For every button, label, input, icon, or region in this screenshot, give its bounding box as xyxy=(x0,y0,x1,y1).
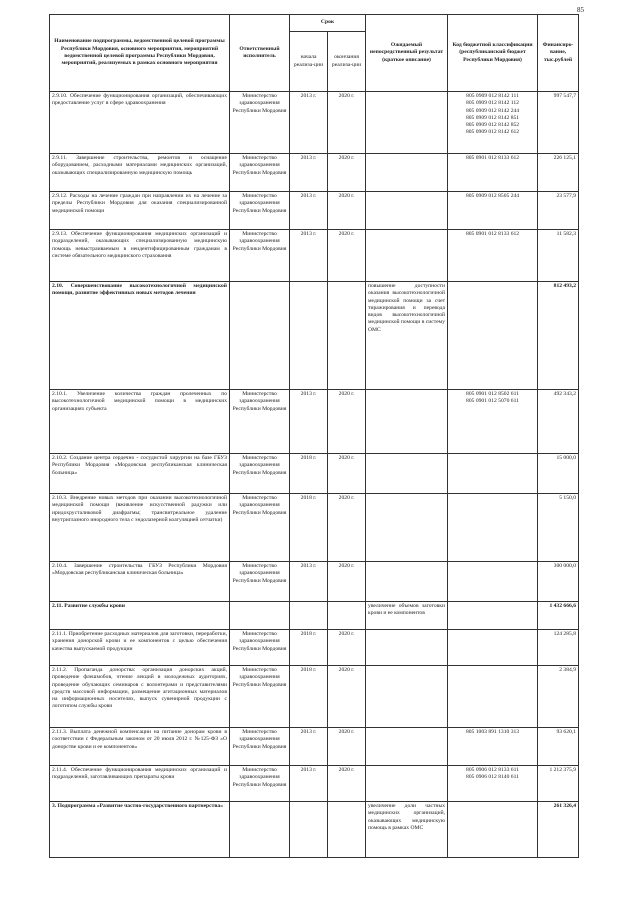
cell-result: увеличение доли частных медицинских организаций, оказывающих медицинскую помощь в рамках ОМС xyxy=(366,802,448,858)
cell-term-end: 2020 г. xyxy=(328,562,366,602)
header-result: Ожидаемый непосредственный результат (краткое описание) xyxy=(366,15,448,92)
cell-term-start: 2018 г. xyxy=(290,494,328,562)
budget-code-line: 805 0906 012 8133 611 xyxy=(466,767,519,773)
cell-term-start: 2013 г. xyxy=(290,192,328,230)
table-row xyxy=(50,230,579,282)
cell-funding: 1 212 375,9 xyxy=(538,766,579,802)
budget-code-line: 805 0909 012 8142 111 xyxy=(466,93,519,99)
cell-term-end: 2020 г. xyxy=(328,454,366,494)
cell-budget-code xyxy=(448,630,538,666)
table-row xyxy=(50,454,579,494)
table-row xyxy=(50,192,579,230)
cell-term-start: 2013 г. xyxy=(290,390,328,454)
cell-result xyxy=(366,192,448,230)
budget-code-line: 805 0909 012 8142 612 xyxy=(465,129,520,136)
cell-budget-code xyxy=(448,602,538,630)
cell-result: увеличение объемов заготовки крови и ее компонентов xyxy=(366,602,448,630)
cell-budget-code xyxy=(448,666,538,728)
cell-name: 2.11. Развитие службы крови xyxy=(50,602,230,630)
budget-code-line: 805 0909 012 8505 244 xyxy=(465,193,520,199)
cell-term-start: 2013 г. xyxy=(290,766,328,802)
cell-term-end: 2020 г. xyxy=(328,630,366,666)
cell-name: 2.9.10. Обеспечение функционирования организаций, обеспечивающих предоставление услуг в сфере здравоохранения xyxy=(50,92,230,154)
header-term-end: окончания реализа-ции xyxy=(328,32,366,92)
cell-funding: 93 620,1 xyxy=(538,728,579,766)
table-row xyxy=(50,802,579,858)
cell-executor: Министерство здравоохранения Республики Мордовия xyxy=(230,562,290,602)
cell-funding: 261 326,4 xyxy=(538,802,579,858)
cell-name: 2.11.3. Выплата денежной компенсации на питание донорам крови в соответствии с Федеральным законом от 20 июля 2012 г. №125-ФЗ «О донорстве крови и ее компонентов» xyxy=(50,728,230,766)
cell-term-start: 2013 г. xyxy=(290,728,328,766)
cell-result xyxy=(366,728,448,766)
program-table xyxy=(49,14,579,858)
cell-term-start: 2013 г. xyxy=(290,154,328,192)
table-row xyxy=(50,728,579,766)
budget-code-line: 805 0901 012 8133 612 xyxy=(465,155,520,161)
cell-funding: 15 000,0 xyxy=(538,454,579,494)
cell-term-start: 2018 г. xyxy=(290,630,328,666)
cell-funding: 1 432 666,6 xyxy=(538,602,579,630)
table-row xyxy=(50,602,579,630)
cell-term-end xyxy=(328,802,366,858)
cell-term-start: 2018 г. xyxy=(290,666,328,728)
cell-funding: 997 547,7 xyxy=(538,92,579,154)
cell-result xyxy=(366,766,448,802)
cell-name: 3. Подпрограмма «Развитие частно-государственного партнерства» xyxy=(50,802,230,858)
cell-result xyxy=(366,92,448,154)
cell-term-start: 2013 г. xyxy=(290,92,328,154)
cell-result xyxy=(366,630,448,666)
cell-term-end: 2020 г. xyxy=(328,666,366,728)
cell-executor: Министерство здравоохранения Республики Мордовия xyxy=(230,666,290,728)
cell-name: 2.10. Совершенствование высокотехнологичной медицинской помощи, развитие эффективных новых методов лечения xyxy=(50,282,230,390)
table-row xyxy=(50,494,579,562)
cell-term-end: 2020 г. xyxy=(328,390,366,454)
cell-term-start xyxy=(290,602,328,630)
cell-result xyxy=(366,494,448,562)
header-name: Наименование подпрограммы, ведомственной целевой программы Республики Мордовия, основного мероприятия, мероприятий ведомственной целевой программы Республики Мордовия, мероприятий, реализуемых в рамках основного мероприятия xyxy=(50,15,230,92)
cell-funding: 2 384,9 xyxy=(538,666,579,728)
cell-term-end: 2020 г. xyxy=(328,766,366,802)
table-body xyxy=(50,92,579,858)
budget-code-line: 805 0909 012 8142 851 xyxy=(465,114,520,121)
table-row xyxy=(50,92,579,154)
cell-budget-code xyxy=(448,390,538,454)
cell-budget-code xyxy=(448,282,538,390)
table-row xyxy=(50,766,579,802)
cell-executor: Министерство здравоохранения Республики Мордовия xyxy=(230,192,290,230)
cell-result xyxy=(366,230,448,282)
cell-budget-code xyxy=(448,766,538,802)
budget-code-line: 805 0901 012 8502 611 xyxy=(466,391,519,397)
cell-term-start: 2013 г. xyxy=(290,562,328,602)
header-term: Срок xyxy=(290,15,366,32)
cell-term-end xyxy=(328,602,366,630)
cell-executor xyxy=(230,802,290,858)
cell-name: 2.10.3. Внедрение новых методов при оказании высокотехнологичной медицинской помощи (вживление искусственной радужки или иридохрусталиковой диафрагмы; трансвитреальное удаление внутриглазного инородного тела с эндолазерной коагуляцией сетчатки) xyxy=(50,494,230,562)
budget-code-line: 805 0901 012 8133 612 xyxy=(465,231,520,237)
cell-budget-code xyxy=(448,92,538,154)
header-funding: Финансиро-вание, тыс.рублей xyxy=(538,15,579,92)
cell-funding: 300 000,0 xyxy=(538,562,579,602)
cell-funding: 5 150,0 xyxy=(538,494,579,562)
cell-name: 2.11.2. Пропаганда донорства: организация донорских акций, проведение флешмобов, чтение лекций в молодежных аудиториях, проведение обучающих семинаров с волонтерами и представителями средств массовой информации, размещение агитационных материалов на информационных носителях, выпуск сувенирной продукции с логотипом службы крови xyxy=(50,666,230,728)
budget-code-line: 805 0906 012 8140 611 xyxy=(466,774,519,781)
budget-code-line: 805 1003 891 1310 313 xyxy=(465,729,520,735)
cell-name: 2.9.13. Обеспечение функционирования медицинских организаций и подразделений, оказывающих специализированную медицинскую помощь невыстраиваемым в неидентифицированным гражданам в системе обязательного медицинского страхования xyxy=(50,230,230,282)
cell-term-end: 2020 г. xyxy=(328,230,366,282)
cell-executor: Министерство здравоохранения Республики Мордовия xyxy=(230,494,290,562)
header-row xyxy=(50,15,579,32)
cell-budget-code xyxy=(448,494,538,562)
header-budget-code: Код бюджетной классификации (республиканский бюджет Республики Мордовия) xyxy=(448,15,538,92)
cell-funding: 23 577,9 xyxy=(538,192,579,230)
cell-result: повышение доступности оказания высокотехнологичной медицинской помощи за счет тиражирования и перевода видов высокотехнологичной медицинской помощи в систему ОМС xyxy=(366,282,448,390)
cell-executor: Министерство здравоохранения Республики Мордовия xyxy=(230,728,290,766)
cell-budget-code xyxy=(448,454,538,494)
table-row xyxy=(50,154,579,192)
table-row xyxy=(50,630,579,666)
cell-term-end: 2020 г. xyxy=(328,728,366,766)
cell-funding: 226 125,1 xyxy=(538,154,579,192)
cell-name: 2.10.1. Увеличение количества граждан пролеченных по высокотехнологичной медицинской помощи в медицинских организациях субъекта xyxy=(50,390,230,454)
cell-name: 2.10.4. Завершение строительства ГБУЗ Республики Мордовия «Мордовская республиканская клиническая больница» xyxy=(50,562,230,602)
header-term-start: начала реализа-ции xyxy=(290,32,328,92)
budget-code-line: 805 0901 012 5070 611 xyxy=(466,398,519,405)
cell-executor: Министерство здравоохранения Республики Мордовия xyxy=(230,630,290,666)
cell-result xyxy=(366,562,448,602)
cell-budget-code xyxy=(448,230,538,282)
cell-term-start xyxy=(290,802,328,858)
cell-result xyxy=(366,666,448,728)
cell-funding: 124 285,8 xyxy=(538,630,579,666)
cell-term-start: 2013 г. xyxy=(290,230,328,282)
cell-name: 2.9.12. Расходы на лечение граждан при направлении их на лечение за пределы Республики Мордовия для оказания специализированной медицинской помощи xyxy=(50,192,230,230)
budget-code-line: 805 0909 012 8142 244 xyxy=(465,107,520,114)
cell-term-start: 2018 г. xyxy=(290,454,328,494)
table-row xyxy=(50,562,579,602)
cell-executor: Министерство здравоохранения Республики Мордовия xyxy=(230,230,290,282)
cell-term-start xyxy=(290,282,328,390)
cell-executor: Министерство здравоохранения Республики Мордовия xyxy=(230,766,290,802)
cell-funding: 11 582,3 xyxy=(538,230,579,282)
table-row xyxy=(50,282,579,390)
cell-executor: Министерство здравоохранения Республики Мордовия xyxy=(230,154,290,192)
cell-executor: Министерство здравоохранения Республики Мордовия xyxy=(230,454,290,494)
budget-code-line: 805 0909 012 8142 112 xyxy=(466,100,519,107)
cell-name: 2.10.2. Создание центра сердечно - сосудистой хирургии на базе ГБУЗ Республики Мордовия «Мордовская республиканская клиническая больница» xyxy=(50,454,230,494)
cell-funding: 492 343,2 xyxy=(538,390,579,454)
cell-funding: 812 493,2 xyxy=(538,282,579,390)
table-row xyxy=(50,390,579,454)
cell-term-end: 2020 г. xyxy=(328,92,366,154)
cell-result xyxy=(366,390,448,454)
cell-name: 2.11.1. Приобретение расходных материалов для заготовки, переработки, хранения донорской крови и ее компонентов с целью обеспечения качества выпускаемой продукции xyxy=(50,630,230,666)
cell-budget-code xyxy=(448,728,538,766)
header-executor: Ответственный исполнитель xyxy=(230,15,290,92)
cell-budget-code xyxy=(448,192,538,230)
table-row xyxy=(50,666,579,728)
cell-term-end: 2020 г. xyxy=(328,494,366,562)
cell-executor: Министерство здравоохранения Республики Мордовия xyxy=(230,390,290,454)
cell-budget-code xyxy=(448,802,538,858)
cell-name: 2.9.11. Завершение строительства, ремонтов и оснащение оборудованием, расходными материалами медицинских организаций, оказывающих специализированную медицинскую помощь xyxy=(50,154,230,192)
cell-executor: Министерство здравоохранения Республики Мордовия xyxy=(230,92,290,154)
cell-budget-code xyxy=(448,154,538,192)
page-number: 85 xyxy=(577,6,584,14)
cell-executor xyxy=(230,602,290,630)
cell-term-end xyxy=(328,282,366,390)
budget-code-line: 805 0909 012 8142 852 xyxy=(465,122,520,129)
cell-term-end: 2020 г. xyxy=(328,192,366,230)
cell-result xyxy=(366,454,448,494)
cell-result xyxy=(366,154,448,192)
cell-executor xyxy=(230,282,290,390)
cell-term-end: 2020 г. xyxy=(328,154,366,192)
cell-budget-code xyxy=(448,562,538,602)
cell-name: 2.11.4. Обеспечение функционирования медицинских организаций и подразделений, заготавливающих препараты крови xyxy=(50,766,230,802)
